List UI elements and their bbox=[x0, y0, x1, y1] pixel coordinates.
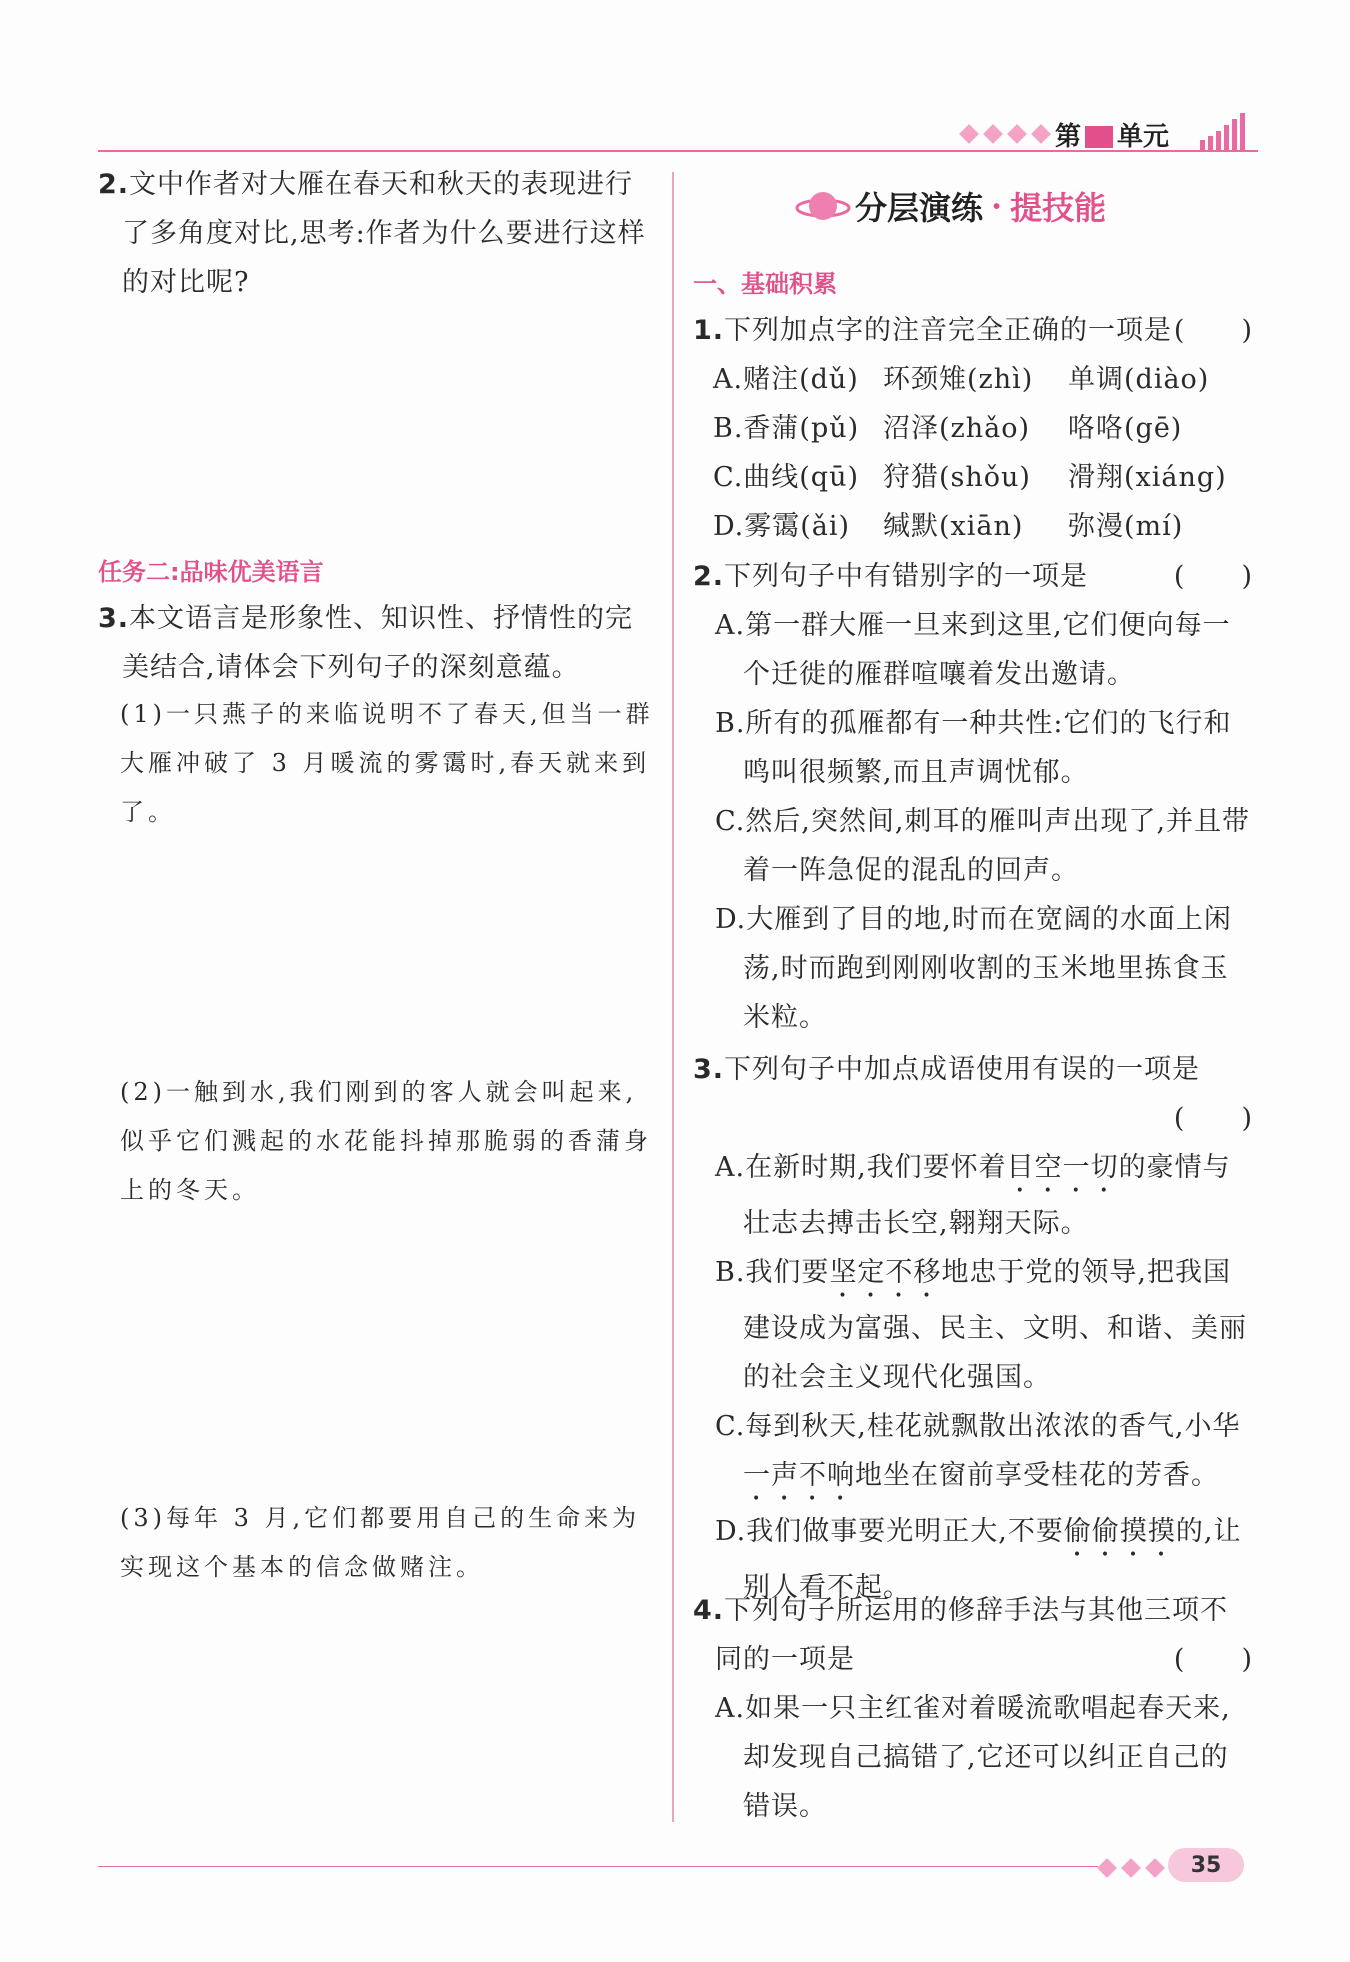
right-q3: 3.下列句子中加点成语使用有误的一项是 ( ) A.在新时期,我们要怀着目空一切的豪情与壮志去搏击长空,翱翔天际。 B.我们要坚定不移地忠于党的领导,把我国建设成为富强、民主、文明、和谐、美丽的社会主义现代化强国。 C.每到秋天,桂花就飘散出浓浓的香气,小华一声不响地坐在窗前享受桂花的芳香。 D.我们做事要光明正大,不要偷偷摸摸的,让别人看不起。 bbox=[693, 1045, 1253, 1612]
q1-option-c: C.曲线(qū) 狩猎(shǒu) 滑翔(xiáng) bbox=[713, 462, 1227, 493]
footer-rule bbox=[98, 1866, 1098, 1867]
right-q4: 4.下列句子所运用的修辞手法与其他三项不同的一项是 ( ) A.如果一只主红雀对着暖流歌唱起春天来,却发现自己搞错了,它还可以纠正自己的错误。 bbox=[693, 1586, 1253, 1831]
right-q2: 2.下列句子中有错别字的一项是 ( ) A.第一群大雁一旦来到这里,它们便向每一个迁徙的雁群喧嚷着发出邀请。 B.所有的孤雁都有一种共性:它们的飞行和鸣叫很频繁,而且声调忧郁。 C.然后,突然间,刺耳的雁叫声出现了,并且带着一阵急促的混乱的回声。 D.大雁到了目的地,时而在宽阔的水面上闲荡,时而跑到刚刚收割的玉米地里拣食玉米粒。 bbox=[693, 552, 1253, 1042]
column-divider bbox=[672, 172, 674, 1822]
task2-heading: 任务二:品味优美语言 bbox=[98, 558, 324, 586]
q2-option-b: B.所有的孤雁都有一种共性:它们的飞行和鸣叫很频繁,而且声调忧郁。 bbox=[715, 708, 1232, 788]
right-q1: 1.下列加点字的注音完全正确的一项是 ( ) A.赌注(dǔ) 环颈雉(zhì) 单调(diào) B.香蒲(pǔ) 沼泽(zhǎo) 咯咯(gē) C.曲线(qū) 狩猎(shǒu) 滑翔(xiáng) D.雾霭(ǎi) 缄默(xiān) 弥漫(mí) bbox=[693, 306, 1253, 551]
q3-option-b: B.我们要坚定不移地忠于党的领导,把我国建设成为富强、民主、文明、和谐、美丽的社会主义现代化强国。 bbox=[715, 1257, 1247, 1393]
unit-number-box bbox=[1085, 126, 1113, 148]
q3-option-c: C.每到秋天,桂花就飘散出浓浓的香气,小华一声不响地坐在窗前享受桂花的芳香。 bbox=[715, 1411, 1241, 1491]
footer-diamonds-icon bbox=[1100, 1860, 1172, 1879]
q3-option-a: A.在新时期,我们要怀着目空一切的豪情与壮志去搏击长空,翱翔天际。 bbox=[715, 1152, 1231, 1239]
q1-option-a: A.赌注(dǔ) 环颈雉(zhì) 单调(diào) bbox=[713, 364, 1210, 395]
q2-option-d: D.大雁到了目的地,时而在宽阔的水面上闲荡,时而跑到刚刚收割的玉米地里拣食玉米粒。 bbox=[715, 904, 1232, 1033]
left-q3-sentence-3: (3)每年 3 月,它们都要用自己的生命来为实现这个基本的信念做赌注。 bbox=[120, 1504, 641, 1581]
page-number: 35 bbox=[1190, 1852, 1222, 1878]
q4-option-a: A.如果一只主红雀对着暖流歌唱起春天来,却发现自己搞错了,它还可以纠正自己的错误。 bbox=[715, 1693, 1231, 1822]
signal-bars-icon bbox=[1198, 110, 1250, 152]
q2-option-c: C.然后,突然间,刺耳的雁叫声出现了,并且带着一阵急促的混乱的回声。 bbox=[715, 806, 1251, 886]
unit-label: 第 单元 bbox=[1055, 122, 1170, 152]
q1-option-d: D.雾霭(ǎi) 缄默(xiān) 弥漫(mí) bbox=[713, 511, 1184, 542]
section-banner: 分层演练 · 提技能 bbox=[795, 176, 1106, 236]
left-q2: 2.文中作者对大雁在春天和秋天的表现进行了多角度对比,思考:作者为什么要进行这样的对比呢? bbox=[98, 169, 646, 298]
left-q3: 3.本文语言是形象性、知识性、抒情性的完美结合,请体会下列句子的深刻意蕴。 bbox=[98, 603, 634, 683]
header-diamonds-icon bbox=[962, 126, 1058, 145]
left-q3-sentence-2: (2)一触到水,我们刚到的客人就会叫起来,似乎它们溅起的水花能抖掉那脆弱的香蒲身上的冬天。 bbox=[120, 1078, 652, 1204]
q3-option-d: D.我们做事要光明正大,不要偷偷摸摸的,让别人看不起。 bbox=[715, 1516, 1242, 1603]
left-q3-sentence-1: (1)一只燕子的来临说明不了春天,但当一群大雁冲破了 3 月暖流的雾霭时,春天就来到了。 bbox=[120, 700, 654, 826]
section-1-heading: 一、基础积累 bbox=[693, 270, 837, 298]
q2-option-a: A.第一群大雁一旦来到这里,它们便向每一个迁徙的雁群喧嚷着发出邀请。 bbox=[715, 610, 1231, 690]
page-number-badge bbox=[1168, 1848, 1244, 1882]
planet-icon bbox=[795, 184, 851, 228]
q1-option-b: B.香蒲(pǔ) 沼泽(zhǎo) 咯咯(gē) bbox=[713, 413, 1183, 444]
